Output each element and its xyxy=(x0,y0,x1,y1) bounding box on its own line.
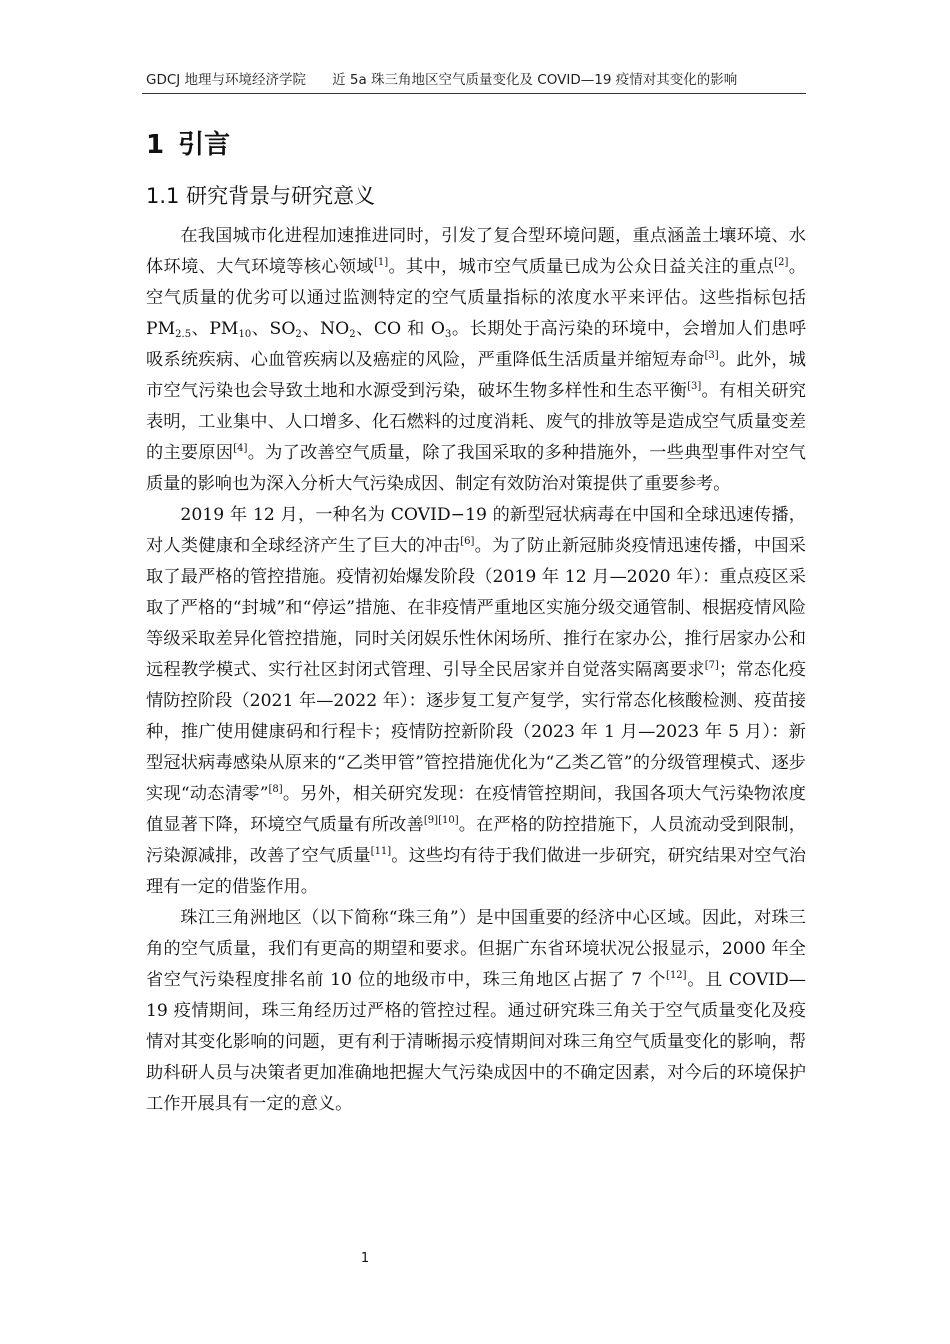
text-run: 、NO xyxy=(301,319,350,339)
citation: [11] xyxy=(370,846,392,857)
text-run: 。其中，城市空气质量已成为公众日益关注的重点 xyxy=(388,257,775,277)
text-run: 、SO xyxy=(251,319,296,339)
text-run: 。长期处于高污染的环境中，会增加人们患呼吸系统疾病、心血管疾病以及癌症的风险，严重降低生活质量并缩短寿命 xyxy=(146,319,807,370)
paragraph-1 xyxy=(146,221,806,500)
paragraph-3 xyxy=(146,903,806,1120)
text-run: 。在严格的防控措施下，人员流动受到限制，污染源减排，改善了空气质量 xyxy=(146,815,806,866)
section-heading: 1.1 研究背景与研究意义 xyxy=(146,184,376,208)
body-text xyxy=(146,221,806,1120)
chapter-number: 1 xyxy=(146,130,165,160)
citation: [7] xyxy=(704,660,719,671)
subscript: 2.5 xyxy=(175,329,192,340)
text-run: 。空气质量的优劣可以通过监测特定的空气质量指标的浓度水平来评估。这些指标包括 PM xyxy=(146,257,806,339)
citation: [1] xyxy=(373,257,389,268)
page-number: 1 xyxy=(360,1251,370,1266)
subscript: 2 xyxy=(295,329,302,340)
subscript: 10 xyxy=(238,329,252,340)
text-run: 在我国城市化进程加速推进同时，引发了复合型环境问题，重点涵盖土壤环境、水体环境、大气环境等核心领域 xyxy=(146,226,806,277)
citation: [4] xyxy=(233,443,248,454)
running-header xyxy=(146,68,806,88)
text-run: 。此外，城市空气污染也会导致土地和水源受到污染，破坏生物多样性和生态平衡 xyxy=(146,350,806,401)
text-run: 珠江三角洲地区（以下简称“珠三角”）是中国重要的经济中心区域。因此，对珠三角的空气质量，我们有更高的期望和要求。但据广东省环境状况公报显示，2000 年全省空气污染程度排名前 10 位的地级市中，珠三角地区占据了 7 个 xyxy=(146,908,806,990)
header-left: GDCJ 地理与环境经济学院 xyxy=(146,72,307,88)
header-rule xyxy=(142,93,806,94)
text-run: 。另外，相关研究发现：在疫情管控期间，我国各项大气污染物浓度值显著下降，环境空气质量有所改善 xyxy=(146,784,806,835)
text-run: 。为了防止新冠肺炎疫情迅速传播，中国采取了最严格的管控措施。疫情初始爆发阶段（2019 年 12 月—2020 年）：重点疫区采取了严格的“封城”和“停运”措施、在非疫情严重地区实施分级交通管制、根据疫情风险等级采取差异化管控措施，同时关闭娱乐性休闲场所、推行在家办公，推行居家办公和远程教学模式、实行社区封闭式管理、引导全民居家并自觉落实隔离要求 xyxy=(146,536,806,680)
header-right: 近 5a 珠三角地区空气质量变化及 COVID—19 疫情对其变化的影响 xyxy=(332,72,738,88)
subscript: 2 xyxy=(349,329,356,340)
citation: [3] xyxy=(704,350,719,361)
citation: [2] xyxy=(774,257,789,268)
text-run: 、PM xyxy=(191,319,239,339)
text-run: ；常态化疫情防控阶段（2021 年—2022 年）：逐步复工复产复学，实行常态化核酸检测、疫苗接种，推广使用健康码和行程卡；疫情防控新阶段（2023 年 1 月—2023 年 5 月）：新型冠状病毒感染从原来的“乙类甲管”管控措施优化为“乙类乙管”的分级管理模式、逐步实现“动态清零” xyxy=(146,660,806,804)
chapter-title: 引言 xyxy=(178,130,231,160)
citation: [12] xyxy=(666,970,687,981)
paragraph-2 xyxy=(146,500,806,903)
subscript: 3 xyxy=(444,329,452,340)
text-run: 2019 年 12 月，一种名为 COVID−19 的新型冠状病毒在中国和全球迅速传播，对人类健康和全球经济产生了巨大的冲击 xyxy=(146,505,806,556)
citation: [3] xyxy=(687,381,702,392)
citation: [9][10] xyxy=(423,815,459,826)
chapter-heading xyxy=(146,124,230,161)
text-run: 。有相关研究表明，工业集中、人口增多、化石燃料的过度消耗、废气的排放等是造成空气质量变差的主要原因 xyxy=(146,381,806,463)
text-run: 。为了改善空气质量，除了我国采取的多种措施外，一些典型事件对空气质量的影响也为深入分析大气污染成因、制定有效防治对策提供了重要参考。 xyxy=(146,443,806,494)
citation: [8] xyxy=(268,784,283,795)
text-run: 、CO 和 O xyxy=(355,319,445,339)
text-run: 。这些均有待于我们做进一步研究，研究结果对空气治理有一定的借鉴作用。 xyxy=(146,846,806,897)
citation: [6] xyxy=(460,536,475,547)
text-run: 。且 COVID—19 疫情期间，珠三角经历过严格的管控过程。通过研究珠三角关于空气质量变化及疫情对其变化影响的问题，更有利于清晰揭示疫情期间对珠三角空气质量变化的影响，帮助科研人员与决策者更加准确地把握大气污染成因中的不确定因素，对今后的环境保护工作开展具有一定的意义。 xyxy=(146,970,806,1114)
